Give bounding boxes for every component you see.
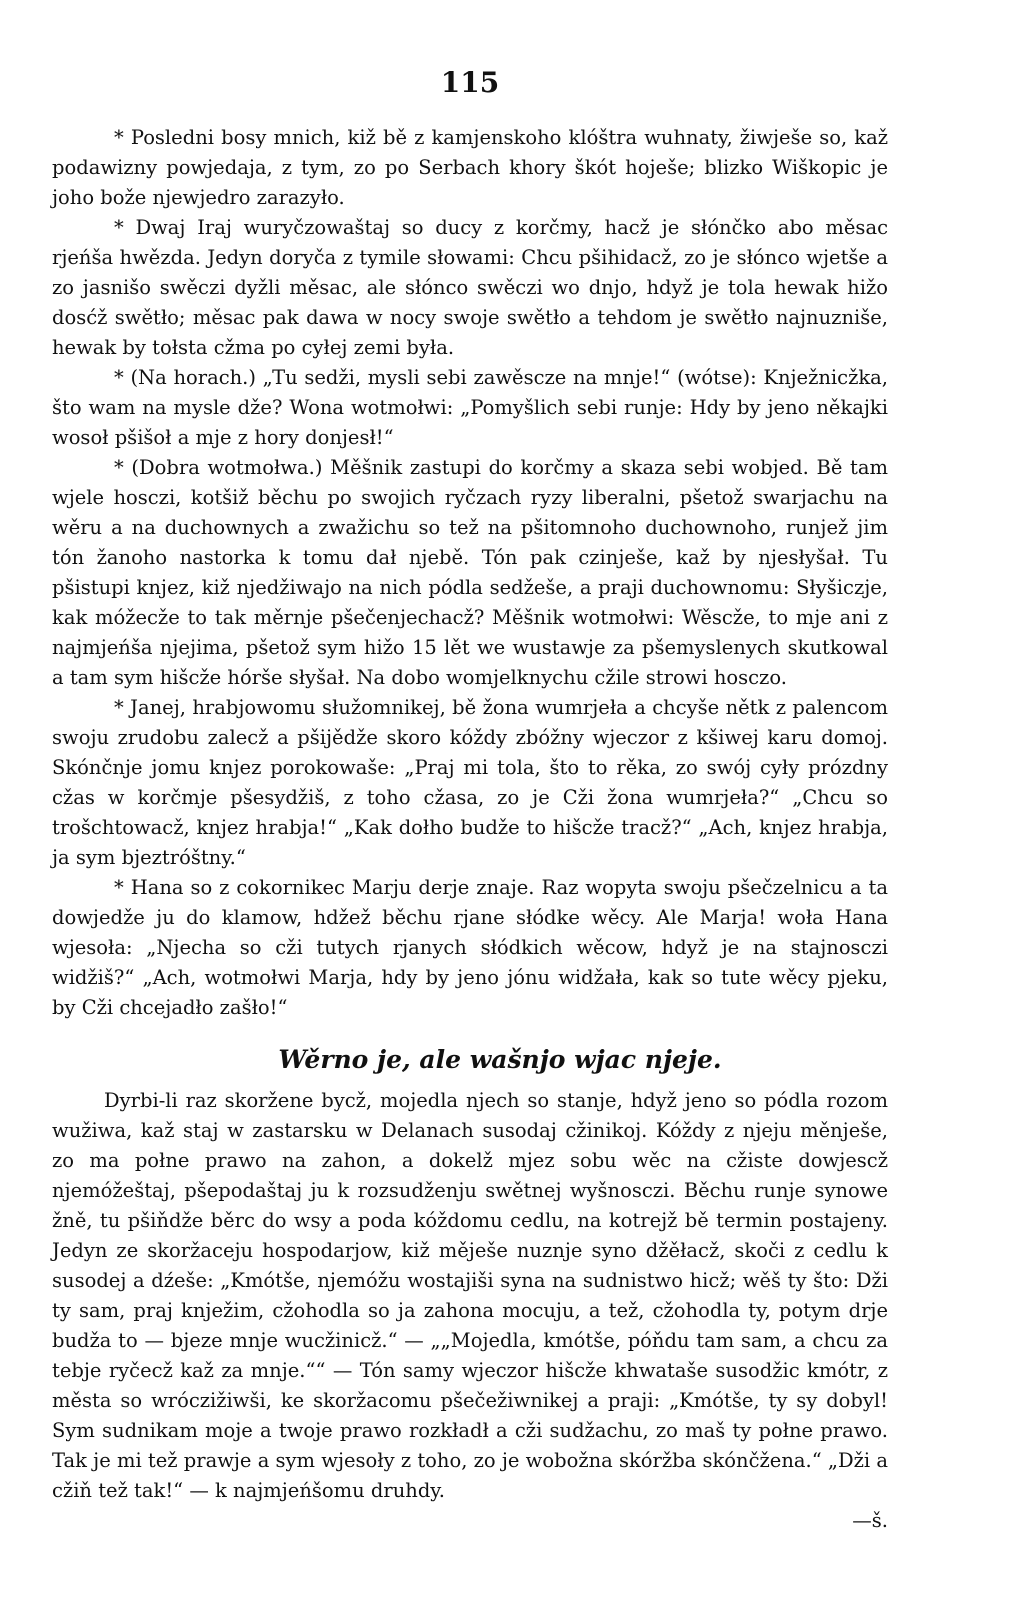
anecdote-paragraph: * (Na horach.) „Tu sedži, mysli sebi zawěscze na mnje!“ (wótse): Knježnicžka, što wam na mysle dže? Wona wotmołwi: „Pomyšlich sebi runje: Hdy by jeno někajki wosoł pšišoł a mje z hory donjesł!“ xyxy=(52,366,888,449)
story-title: Wěrno je, ale wašnjo wjac njeje. xyxy=(278,1045,722,1074)
anecdote-paragraph: * Hana so z cokornikec Marju derje znaje. Raz wopyta swoju pšečzelnicu a ta dowjedže ju do klamow, hdžež běchu rjane słódke wěcy. Ale Marja! woła Hana wjesoła: „Njecha so cži tutych rjanych słódkich wěcow, hdyž je na stajnosczi widžiš?“ „Ach, wotmołwi Marja, hdy by jeno jónu widžała, kak so tute wěcy pjeku, by Cži chcejadło zašło!“ xyxy=(52,876,888,1019)
anecdote-paragraph: * Posledni bosy mnich, kiž bě z kamjenskoho klóštra wuhnaty, žiwješe so, kaž podawizny powjedaja, z tym, zo po Serbach khory škót hoješe; blizko Wiškopic je joho bože njewjedro zarazyło. xyxy=(52,126,888,209)
signature: —š. xyxy=(852,1509,888,1532)
anecdote-paragraph: * Janej, hrabjowomu słužomnikej, bě žona wumrjeła a chcyše nětk z palencom swoju zrudobu zalecž a pšijědže skoro kóždy zbóžny wjeczor z kšiwej karu domoj. Skónčnje jomu knjez porokowaše: „Praj mi tola, što to rěka, zo swój cyły prózdny cžas w korčmje pšesydžiš, z toho cžasa, zo je Cži žona wumrjeła?“ „Chcu so trošchtowacž, knjez hrabja!“ „Kak dołho budže to hišcže tracž?“ „Ach, knjez hrabja, ja sym bjeztróštny.“ xyxy=(52,696,888,869)
anecdote-paragraph: * (Dobra wotmołwa.) Měšnik zastupi do korčmy a skaza sebi wobjed. Bě tam wjele hosczi, kotšiž běchu po swojich ryčzach ryzy liberalni, pšetož swarjachu na wěru a na duchownych a zwažichu so tež na pšitomnoho duchownoho, runjež jim tón žanoho nastorka k tomu dał njebě. Tón pak czinješe, kaž by njesłyšał. Tu pšistupi knjez, kiž njedžiwajo na nich pódla sedžeše, a praji duchownomu: Słyšiczje, kak móžecže to tak měrnje pšečenjechacž? Měšnik wotmołwi: Wěscže, to mje ani z najmjeńša njejima, pšetož sym hižo 15 lět we wustawje za pšemyslenych skutkowal a tam sym hišcže hórše słyšał. Na dobo womjelknychu cžile strowi hosczo. xyxy=(52,456,888,689)
page-number: 115 xyxy=(440,66,500,99)
anecdote-paragraph: * Dwaj Iraj wuryčzowaštaj so ducy z korčmy, hacž je słónčko abo měsac rjeńša hwězda. Jedyn doryča z tymile słowami: Chcu pšihidacž, zo je słónco wjetše a zo jasnišo swěczi dyžli měsac, ale słónco swěczi wo dnjo, hdyž je tola hewak hižo dosćž swětło; měsac pak dawa w nocy swoje swětło a tehdom je swětło najnuzniše, hewak by tołsta cžma po cyłej zemi była. xyxy=(52,216,888,359)
story-body: Dyrbi-li raz skoržene bycž, mojedla njech so stanje, hdyž jeno so pódla rozom wužiwa, kaž staj w zastarsku w Delanach susodaj cžinikoj. Kóždy z njeju měnješe, zo ma połne prawo na zahon, a dokelž mjez sobu wěc na cžiste dowjescž njemóžeštaj, pšepodaštaj ju k rozsudženju swětnej wyšnosczi. Běchu runje synowe žně, tu pšiňdže běrc do wsy a poda kóždomu cedlu, na kotrejž bě termin postajeny. Jedyn ze skoržaceju hospodarjow, kiž měješe nuznje syno džěłacž, skoči z cedlu k susodej a dźeše: „Kmótše, njemóžu wostajiši syna na sudnistwo hicž; wěš ty što: Dži ty sam, praj knježim, cžohodla so ja zahona mocuju, a tež, cžohodla ty, potym drje budža to — bjeze mnje wucžinicž.“ — „„Mojedla, kmótše, póňdu tam sam, a chcu za tebje ryčecž kaž za mnje.““ — Tón samy wjeczor hišcže khwataše susodžic kmótr, z města so wróczižiwši, ke skoržacomu pšečežiwnikej a praji: „Kmótše, ty sy dobyl! Sym sudnikam moje a twoje prawo rozkładł a cži sudžachu, zo maš ty połne prawo. Tak je mi tež prawje a sym wjesoły z toho, zo je wobožna skóržba skónčžena.“ „Dži a cžiň tež tak!“ — k najmjeńšomu druhdy. xyxy=(52,1089,888,1502)
